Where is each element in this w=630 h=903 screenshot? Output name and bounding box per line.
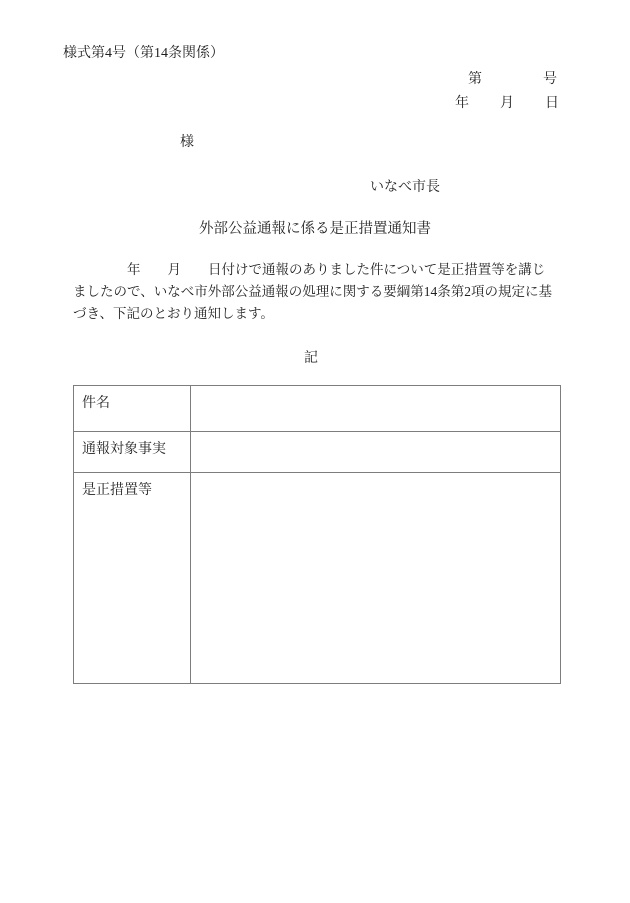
- table-row-reported-facts: [74, 432, 561, 473]
- record-marker: 記: [304, 351, 318, 366]
- table-row-subject: [74, 386, 561, 432]
- row-label-corrective-measures: 是正措置等: [74, 473, 191, 684]
- row-value-subject: [191, 386, 561, 432]
- body-line-1: 年 月 日付けで通報のありました件について是正措置等を講じ: [73, 262, 546, 277]
- addressee-suffix: 様: [180, 135, 194, 150]
- body-paragraph: [73, 259, 573, 325]
- document-title: 外部公益通報に係る是正措置通知書: [199, 221, 431, 237]
- row-value-reported-facts: [191, 432, 561, 473]
- row-label-subject: 件名: [74, 386, 191, 432]
- row-label-reported-facts: 通報対象事実: [74, 432, 191, 473]
- document-date-line: 年 月 日: [455, 96, 560, 111]
- document-number-line: 第 号: [468, 72, 558, 87]
- body-line-3: づき、下記のとおり通知します。: [73, 306, 274, 321]
- form-table: [73, 385, 561, 684]
- row-value-corrective-measures: [191, 473, 561, 684]
- body-line-2: ましたので、いなべ市外部公益通報の処理に関する要綱第14条第2項の規定に基: [73, 284, 552, 299]
- sender-name: いなべ市長: [370, 180, 440, 195]
- table-row-corrective-measures: [74, 473, 561, 684]
- form-number-label: 様式第4号（第14条関係）: [63, 46, 224, 61]
